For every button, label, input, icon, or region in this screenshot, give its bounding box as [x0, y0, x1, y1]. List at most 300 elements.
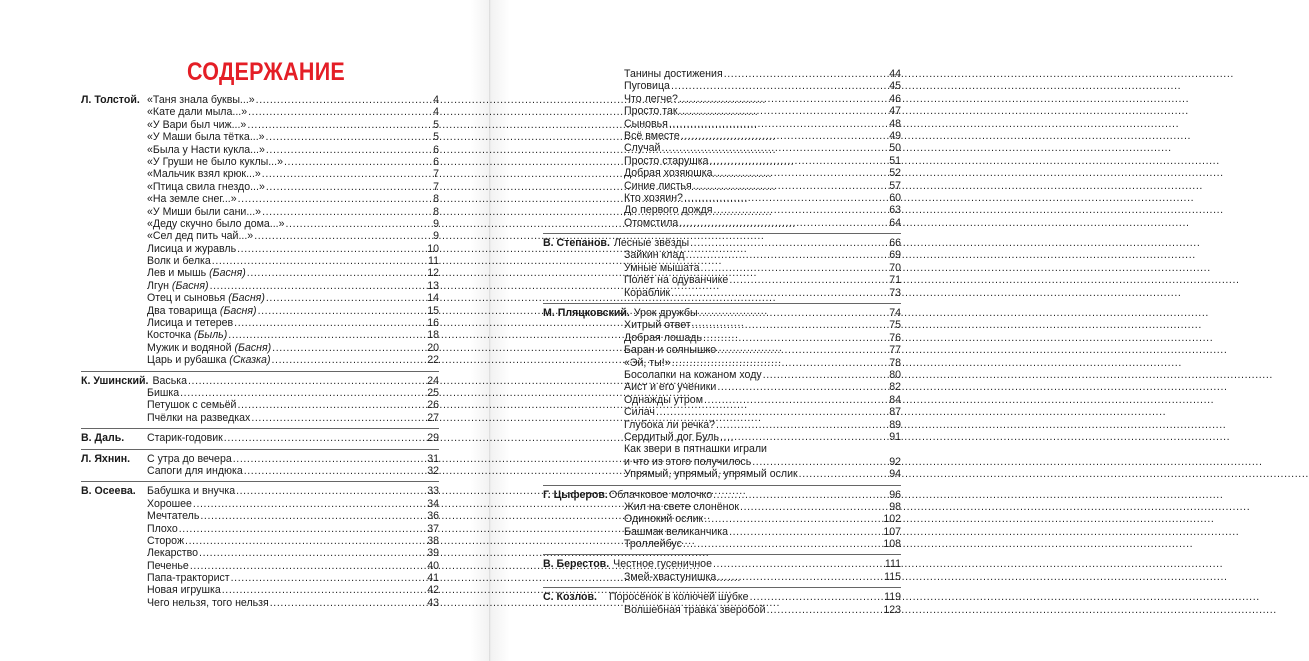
toc-entry-title	[147, 572, 230, 584]
toc-entry-title	[147, 94, 255, 106]
toc-page-number: 57	[889, 179, 901, 192]
toc-entry-title	[147, 144, 265, 156]
toc-author: В. Степанов.	[543, 237, 610, 250]
toc-entry-title-text: Лисица и тетерев	[147, 317, 234, 330]
toc-entry-title-text: Петушок с семьёй	[147, 399, 237, 412]
toc-entry[interactable]	[81, 168, 439, 180]
toc-entry[interactable]	[81, 584, 439, 596]
page-title: СОДЕРЖАНИЕ	[187, 58, 346, 86]
toc-entry-title	[624, 357, 671, 369]
toc-entry-title	[624, 406, 655, 418]
toc-entry-title	[624, 513, 703, 525]
toc-entry-title	[624, 332, 702, 344]
toc-entry-genre: (Басня)	[209, 267, 246, 280]
toc-author: В. Берестов.	[543, 558, 610, 571]
toc-entry-title-text: Танины достижения	[624, 68, 723, 80]
toc-leader-dots	[672, 357, 889, 369]
toc-entry[interactable]	[543, 287, 901, 299]
toc-leader-dots	[185, 535, 426, 547]
toc-entry-title	[624, 204, 712, 216]
toc-entry-genre: (Басня)	[228, 292, 265, 305]
toc-entry[interactable]	[543, 130, 901, 142]
toc-section	[543, 554, 901, 583]
toc-leader-dots	[752, 456, 888, 468]
toc-entry-title	[624, 571, 716, 583]
toc-entry-genre: (Сказка)	[229, 354, 271, 367]
toc-entry[interactable]	[543, 204, 901, 216]
toc-page-number: 4	[433, 94, 439, 106]
toc-entry-genre: (Басня)	[234, 341, 272, 354]
toc-leader-dots	[200, 510, 426, 522]
toc-entry-title	[609, 489, 712, 501]
toc-entry-title-text: Бабушка и внучка	[147, 485, 236, 498]
toc-leader-dots	[717, 344, 888, 356]
toc-leader-dots	[684, 192, 888, 204]
toc-page-number: 49	[889, 129, 901, 142]
toc-entry-title	[147, 485, 235, 497]
toc-entry-title	[624, 538, 682, 550]
toc-entry-title-text: Умные мышата	[624, 261, 700, 274]
toc-entry-title-text: Поросёнок в колючей шубке	[609, 591, 749, 604]
toc-entry-title-text: Отомстила	[624, 216, 679, 229]
toc-entry-title-text: Как звери в пятнашки играли	[624, 443, 767, 456]
toc-entry-title-text: Однажды утром	[624, 393, 703, 406]
toc-entry-title	[624, 344, 716, 356]
toc-entry[interactable]	[543, 526, 901, 538]
toc-entry-title	[624, 526, 728, 538]
toc-entry-title-text: «У Миши были сани...»	[147, 205, 262, 218]
toc-entry[interactable]	[543, 118, 901, 130]
toc-page-number: 87	[889, 406, 901, 419]
toc-entry[interactable]	[543, 105, 901, 117]
toc-entry-title-text: Васька	[152, 374, 187, 387]
toc-author: Л. Яхнин.	[81, 452, 131, 465]
toc-entry[interactable]	[81, 387, 439, 399]
toc-page-number: 27	[427, 411, 439, 424]
toc-leader-dots	[679, 105, 889, 117]
toc-entry-genre: (Быль)	[193, 329, 228, 342]
toc-entry[interactable]	[81, 342, 439, 354]
toc-page-number: 98	[889, 500, 901, 513]
toc-entry[interactable]	[543, 443, 901, 455]
toc-entry[interactable]	[81, 243, 439, 255]
toc-leader-dots	[262, 168, 432, 180]
toc-leader-dots	[179, 523, 426, 535]
toc-entry[interactable]	[81, 399, 439, 411]
toc-entry-title-text: Лгун	[147, 279, 169, 292]
toc-page-number: 6	[433, 155, 439, 168]
toc-entry-title-text: Кораблик	[624, 286, 671, 299]
toc-entry-title	[147, 305, 257, 317]
toc-entry[interactable]	[543, 394, 901, 406]
toc-entry[interactable]	[81, 375, 439, 387]
toc-page-number: 89	[889, 418, 901, 431]
toc-leader-dots	[690, 237, 888, 249]
toc-leader-dots	[238, 193, 432, 205]
toc-page-number: 80	[889, 368, 901, 381]
toc-leader-dots	[763, 369, 889, 381]
toc-entry-title-text: Баран и солнышко	[624, 344, 717, 357]
toc-entry-title-text: Добрая лошадь	[624, 331, 702, 344]
toc-leader-dots	[266, 292, 426, 304]
toc-entry[interactable]	[81, 572, 439, 584]
toc-leader-dots	[729, 274, 888, 286]
toc-entry-title	[624, 155, 709, 167]
toc-entry[interactable]	[543, 217, 901, 229]
toc-entry[interactable]	[543, 591, 901, 603]
toc-leader-dots	[656, 406, 888, 418]
toc-entry[interactable]	[81, 547, 439, 559]
toc-entry[interactable]	[543, 180, 901, 192]
toc-page-number: 42	[427, 584, 439, 597]
toc-leader-dots	[258, 305, 427, 317]
toc-entry[interactable]	[81, 305, 439, 317]
toc-leader-dots	[199, 547, 426, 559]
toc-entry[interactable]	[543, 419, 901, 431]
toc-entry-title	[147, 106, 247, 118]
toc-entry-title	[147, 535, 184, 547]
toc-entry-title-text: Полёт на одуванчике	[624, 274, 729, 287]
toc-page-number: 60	[889, 191, 901, 204]
toc-author: М. Пляцковский.	[543, 307, 630, 320]
toc-entry[interactable]	[81, 280, 439, 292]
toc-entry[interactable]	[81, 193, 439, 205]
toc-leader-dots	[228, 329, 426, 341]
toc-entry-title-text: Сапоги для индюка	[147, 464, 243, 477]
toc-entry[interactable]	[543, 274, 901, 286]
toc-entry[interactable]	[543, 249, 901, 261]
toc-leader-dots	[262, 206, 432, 218]
toc-entry[interactable]	[543, 332, 901, 344]
toc-entry-title	[147, 292, 265, 304]
toc-entry[interactable]	[543, 237, 901, 249]
toc-entry[interactable]	[81, 181, 439, 193]
toc-entry-title-text: Одинокий ослик	[624, 513, 704, 526]
toc-page-number: 24	[427, 374, 439, 387]
toc-leader-dots	[247, 119, 432, 131]
toc-leader-dots	[683, 538, 882, 550]
toc-page-number: 92	[889, 455, 901, 468]
toc-entry-title	[147, 412, 250, 424]
toc-page-number: 36	[427, 510, 439, 523]
toc-page-number: 5	[433, 131, 439, 144]
toc-entry-title-text: Глубока ли речка?	[624, 418, 716, 431]
toc-entry-title	[624, 501, 739, 513]
toc-page-number: 94	[889, 468, 901, 481]
toc-leader-dots	[740, 501, 888, 513]
toc-entry-title	[147, 243, 236, 255]
toc-leader-dots	[247, 267, 426, 279]
toc-entry[interactable]	[543, 571, 901, 583]
toc-leader-dots	[799, 468, 889, 480]
toc-page-number: 47	[889, 105, 901, 118]
toc-entry[interactable]	[543, 501, 901, 513]
toc-entry-title-text: «Была у Насти кукла...»	[147, 143, 265, 156]
toc-entry-title-text: и что из этого получилось	[624, 455, 752, 468]
toc-entry[interactable]	[543, 369, 901, 381]
toc-entry[interactable]	[543, 468, 901, 480]
toc-entry[interactable]	[543, 307, 901, 319]
toc-entry[interactable]	[543, 538, 901, 550]
toc-entry-title	[147, 119, 246, 131]
toc-page-number: 46	[889, 92, 901, 105]
toc-entry[interactable]	[81, 412, 439, 424]
toc-entry-title	[624, 443, 767, 455]
toc-entry-title-text: Мужик и водяной	[147, 341, 232, 354]
toc-page-number: 115	[884, 570, 901, 583]
toc-leader-dots	[713, 167, 888, 179]
toc-entry-title-text: Сердитый дог Буль	[624, 430, 719, 443]
toc-entry-title	[147, 193, 237, 205]
toc-entry[interactable]	[81, 144, 439, 156]
toc-entry[interactable]	[81, 329, 439, 341]
toc-leader-dots	[767, 604, 883, 616]
toc-author: В. Даль.	[81, 432, 125, 445]
toc-entry-title-text: Лев и мышь	[147, 267, 207, 280]
toc-entry-title-text: Пуговица	[624, 80, 670, 93]
toc-entry[interactable]	[81, 206, 439, 218]
toc-page-number: 8	[433, 193, 439, 206]
toc-entry-title-text: «Таня знала буквы...»	[147, 94, 255, 106]
toc-page-number: 91	[889, 430, 901, 443]
toc-entry-title-text: Просто старушка	[624, 154, 709, 167]
toc-page-number: 7	[433, 168, 439, 181]
toc-entry-title-text: Босолапки на кожаном ходу	[624, 368, 762, 381]
toc-entry-title	[624, 68, 723, 80]
toc-entry-title	[624, 249, 685, 261]
toc-entry-title-text: Лекарство	[147, 547, 199, 560]
toc-page-number: 25	[427, 386, 439, 399]
toc-entry[interactable]	[543, 406, 901, 418]
toc-entry-title	[624, 217, 678, 229]
toc-column-right	[543, 68, 901, 616]
toc-leader-dots	[231, 572, 427, 584]
toc-leader-dots	[716, 419, 888, 431]
toc-entry-title-text: Лесные звёзды	[613, 237, 690, 250]
toc-page-number: 5	[433, 118, 439, 131]
toc-leader-dots	[703, 332, 888, 344]
toc-entry[interactable]	[543, 192, 901, 204]
toc-entry[interactable]	[543, 431, 901, 443]
toc-entry-title	[624, 369, 762, 381]
toc-page-number: 76	[889, 331, 901, 344]
toc-entry-title	[624, 431, 719, 443]
toc-page-number: 9	[433, 217, 439, 230]
toc-leader-dots	[713, 204, 888, 216]
toc-leader-dots	[244, 465, 426, 477]
toc-entry-title	[624, 456, 751, 468]
toc-entry-title	[624, 192, 683, 204]
toc-entry-title	[147, 255, 211, 267]
toc-page-number: 33	[427, 485, 439, 498]
toc-entry-title	[147, 280, 209, 292]
toc-leader-dots	[236, 485, 426, 497]
toc-leader-dots	[710, 155, 889, 167]
toc-entry-title-text: Пчёлки на разведках	[147, 411, 251, 424]
toc-leader-dots	[699, 307, 889, 319]
toc-page-number: 44	[889, 68, 901, 80]
toc-entry[interactable]	[81, 432, 439, 444]
toc-entry[interactable]	[81, 510, 439, 522]
toc-leader-dots	[251, 412, 426, 424]
toc-entry[interactable]	[543, 604, 901, 616]
toc-entry[interactable]	[81, 535, 439, 547]
toc-entry[interactable]	[81, 255, 439, 267]
toc-page-number: 84	[889, 393, 901, 406]
toc-entry[interactable]	[543, 456, 901, 468]
toc-leader-dots	[724, 68, 889, 80]
toc-entry-title-text: Сторож	[147, 534, 185, 547]
toc-entry[interactable]	[543, 319, 901, 331]
toc-entry-title-text: «У Груши не было куклы...»	[147, 155, 283, 168]
toc-page-number: 20	[427, 341, 439, 354]
toc-entry-title-text: Упрямый, упрямый, упрямый ослик	[624, 468, 798, 481]
toc-leader-dots	[750, 591, 884, 603]
toc-entry[interactable]	[81, 292, 439, 304]
toc-entry[interactable]	[81, 119, 439, 131]
toc-entry[interactable]	[543, 513, 901, 525]
toc-entry[interactable]	[543, 489, 901, 501]
toc-entry[interactable]	[81, 354, 439, 366]
toc-entry-title	[147, 131, 265, 143]
toc-entry-title	[147, 584, 221, 596]
toc-entry[interactable]	[543, 344, 901, 356]
toc-entry[interactable]	[543, 357, 901, 369]
toc-entry-title	[147, 498, 192, 510]
toc-page-number: 77	[889, 344, 901, 357]
toc-page-number: 16	[427, 317, 439, 330]
toc-entry[interactable]	[81, 106, 439, 118]
toc-page-number: 11	[428, 255, 439, 268]
toc-author: Л. Толстой.	[81, 94, 140, 106]
toc-entry[interactable]	[81, 94, 439, 106]
toc-leader-dots	[701, 262, 889, 274]
toc-entry[interactable]	[81, 453, 439, 465]
toc-leader-dots	[720, 431, 888, 443]
toc-entry[interactable]	[543, 558, 901, 570]
toc-entry-title	[609, 591, 749, 603]
toc-entry-title	[624, 93, 678, 105]
toc-entry[interactable]	[81, 597, 439, 609]
toc-entry[interactable]	[543, 68, 901, 80]
toc-leader-dots	[237, 399, 426, 411]
toc-page-number: 43	[427, 596, 439, 609]
toc-entry[interactable]	[81, 465, 439, 477]
toc-page-number: 74	[889, 307, 901, 320]
toc-entry[interactable]	[81, 267, 439, 279]
toc-page-number: 52	[889, 167, 901, 180]
toc-entry[interactable]	[81, 230, 439, 242]
toc-entry-title-text: Облачковое молочко	[609, 488, 713, 501]
toc-entry-title-text: Мечтатель	[147, 510, 200, 523]
toc-entry-genre: (Басня)	[171, 279, 209, 292]
toc-entry-title	[147, 317, 233, 329]
toc-entry-title-text: Силач	[624, 406, 655, 419]
toc-entry[interactable]	[81, 523, 439, 535]
toc-entry[interactable]	[543, 381, 901, 393]
toc-page-number: 78	[889, 356, 901, 369]
toc-entry[interactable]	[543, 80, 901, 92]
toc-page-number: 107	[883, 525, 901, 538]
toc-leader-dots	[222, 584, 426, 596]
toc-entry-title	[147, 156, 283, 168]
toc-entry[interactable]	[81, 485, 439, 497]
toc-leader-dots	[671, 80, 888, 92]
toc-page-number: 64	[889, 216, 901, 229]
toc-entry-title	[147, 387, 179, 399]
toc-entry-title	[147, 547, 198, 559]
toc-leader-dots	[190, 560, 426, 572]
toc-page-number: 38	[427, 534, 439, 547]
toc-entry-title	[624, 287, 670, 299]
toc-entry-title-text: Печенье	[147, 559, 189, 572]
toc-leader-dots	[266, 131, 433, 143]
toc-entry[interactable]	[81, 156, 439, 168]
toc-entry[interactable]	[81, 560, 439, 572]
toc-entry-title-text: «У Маши была тётка...»	[147, 131, 265, 144]
toc-entry-title-text: «Птица свила гнездо...»	[147, 180, 265, 193]
toc-entry[interactable]	[81, 498, 439, 510]
toc-section	[543, 303, 901, 480]
toc-entry-title-text: Папа-тракторист	[147, 572, 230, 585]
toc-entry-title-text: Косточка	[147, 329, 192, 342]
toc-leader-dots	[224, 432, 426, 444]
toc-section	[543, 485, 901, 551]
toc-page-number: 6	[433, 143, 439, 156]
toc-entry[interactable]	[543, 167, 901, 179]
toc-entry-title	[147, 399, 236, 411]
toc-entry-title	[147, 510, 199, 522]
toc-leader-dots	[180, 387, 426, 399]
toc-entry-title	[147, 597, 269, 609]
toc-entry-title-text: Кто хозяин?	[624, 191, 683, 204]
toc-entry-title-text: Сыновья	[624, 117, 668, 130]
toc-page-number: 63	[889, 204, 901, 217]
toc-leader-dots	[717, 381, 888, 393]
toc-entry-title	[147, 342, 271, 354]
toc-entry-title	[624, 142, 660, 154]
toc-entry[interactable]	[543, 93, 901, 105]
toc-page-number: 13	[427, 279, 439, 292]
toc-page-number: 45	[889, 80, 901, 93]
toc-leader-dots	[713, 558, 884, 570]
toc-author: В. Осеева.	[81, 485, 136, 498]
toc-leader-dots	[254, 230, 432, 242]
toc-entry[interactable]	[543, 142, 901, 154]
toc-entry-title	[147, 218, 285, 230]
toc-entry[interactable]	[543, 262, 901, 274]
toc-entry-title-text: Зайкин клад	[624, 249, 685, 262]
toc-entry[interactable]	[81, 317, 439, 329]
toc-leader-dots	[237, 243, 426, 255]
toc-entry-title-text: Змей-хвастунишка	[624, 570, 717, 583]
toc-page-number: 51	[889, 154, 901, 167]
toc-leader-dots	[286, 218, 433, 230]
toc-entry[interactable]	[81, 218, 439, 230]
toc-entry[interactable]	[81, 131, 439, 143]
toc-author: К. Ушинский.	[81, 374, 149, 387]
toc-entry-title	[624, 381, 716, 393]
toc-leader-dots	[669, 118, 888, 130]
toc-leader-dots	[717, 571, 883, 583]
toc-entry[interactable]	[543, 155, 901, 167]
toc-entry-title	[147, 453, 232, 465]
toc-page-number: 66	[889, 237, 901, 250]
toc-entry-title	[147, 206, 261, 218]
toc-leader-dots	[661, 142, 888, 154]
toc-entry-title	[624, 262, 700, 274]
toc-page-number: 18	[427, 329, 439, 342]
